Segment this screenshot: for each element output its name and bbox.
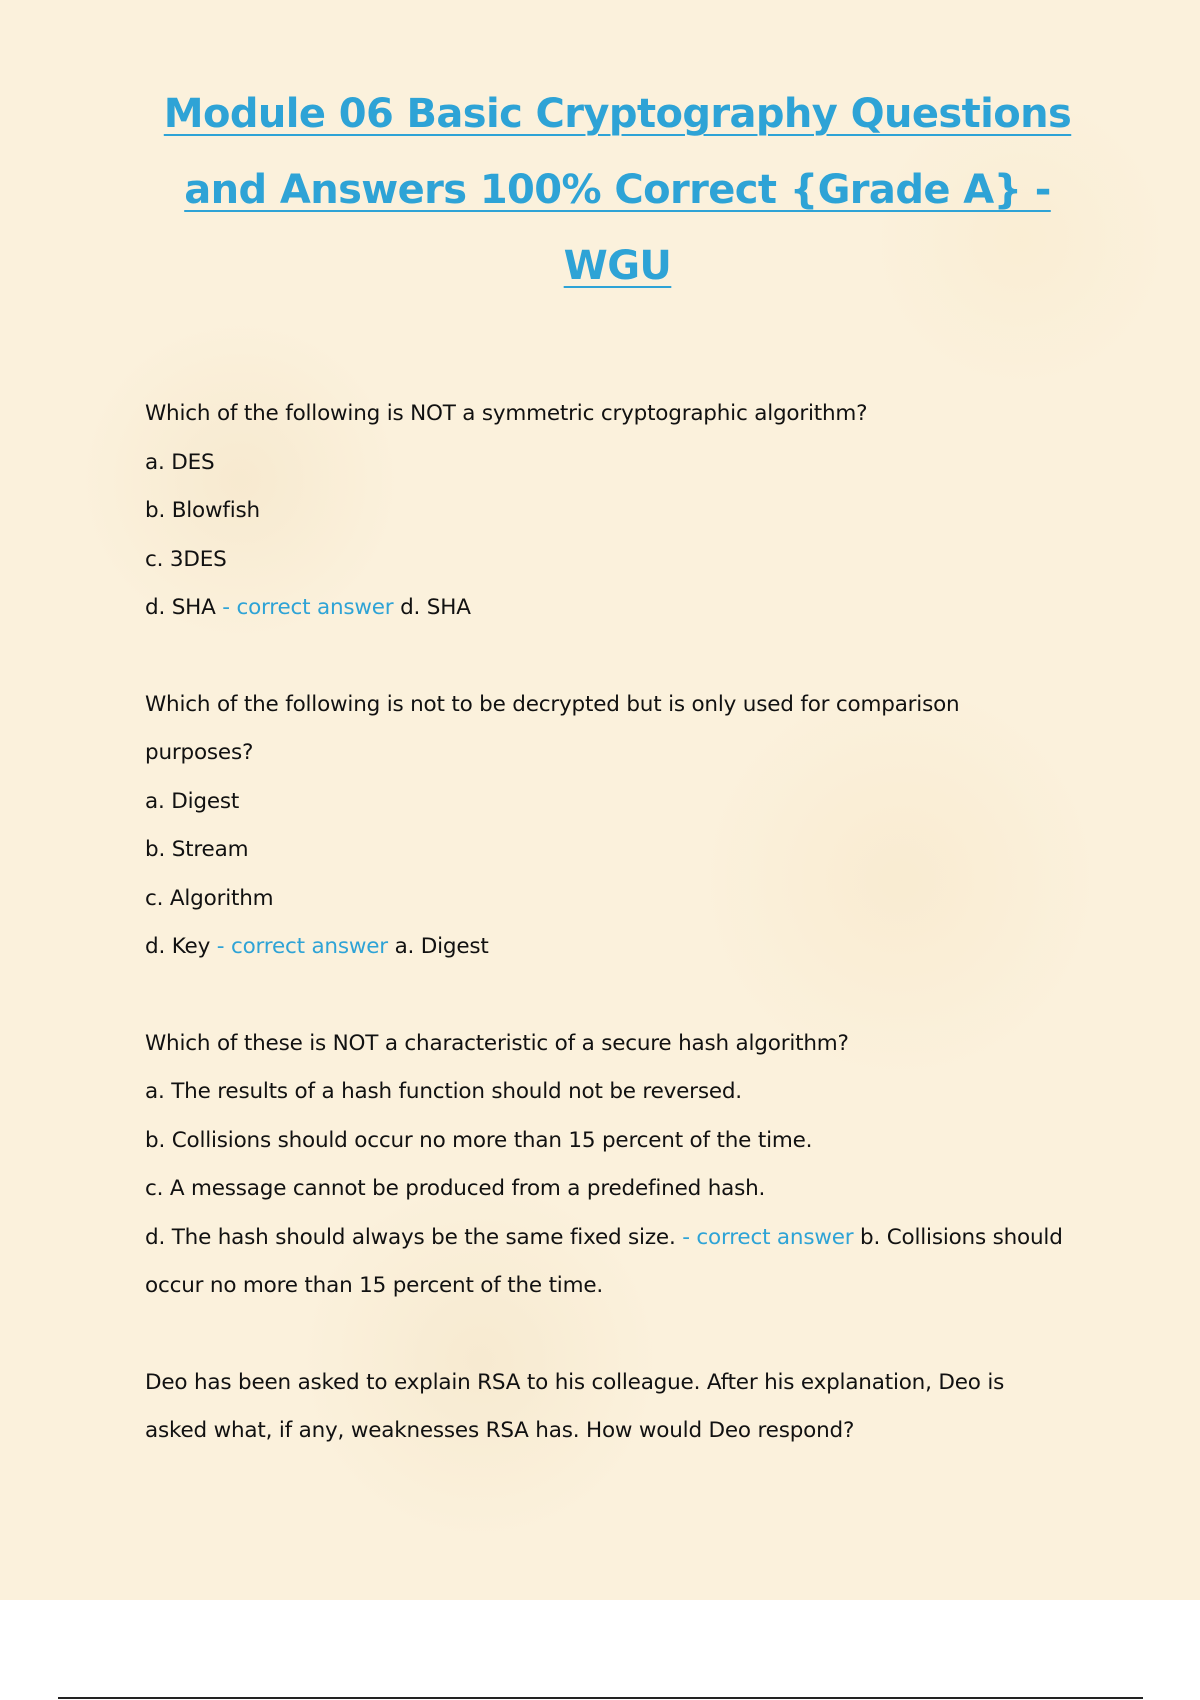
correct-answer: d. SHA <box>400 595 471 620</box>
option-d-with-answer <box>145 923 1105 972</box>
title-line-3: WGU <box>563 243 672 289</box>
option-b: b. Collisions should occur no more than 15 percent of the time. <box>145 1127 813 1153</box>
correct-answer-marker: - correct answer <box>216 934 388 959</box>
question-text-line-2: asked what, if any, weaknesses RSA has. How would Deo respond? <box>145 1418 855 1443</box>
footer-divider <box>58 1697 1143 1699</box>
option-b: b. Stream <box>145 837 249 862</box>
question-block-2 <box>145 681 1105 972</box>
correct-answer-part-1: b. Collisions should <box>860 1224 1063 1250</box>
option-d-with-answer <box>145 584 1105 633</box>
question-text-line-1: Which of the following is not to be decrypted but is only used for comparison <box>145 691 960 717</box>
option-d-with-answer <box>145 1214 1105 1263</box>
option-d: d. SHA <box>145 595 216 620</box>
question-text-line-2: purposes? <box>145 740 254 765</box>
question-text: Which of these is NOT a characteristic of a secure hash algorithm? <box>145 1030 849 1056</box>
correct-answer-marker: - correct answer <box>222 595 394 620</box>
title-line-1: Module 06 Basic Cryptography Questions <box>163 91 1072 137</box>
correct-answer-marker: - correct answer <box>682 1224 854 1250</box>
option-d: d. Key <box>145 934 211 959</box>
question-block-1 <box>145 390 1105 633</box>
question-block-4 <box>145 1359 1105 1456</box>
option-d: d. The hash should always be the same fixed size. <box>145 1224 676 1250</box>
title-line-2: and Answers 100% Correct {Grade A} - <box>184 167 1051 213</box>
question-text-line-1: Deo has been asked to explain RSA to his colleague. After his explanation, Deo is <box>145 1369 1005 1395</box>
document-title <box>100 76 1135 304</box>
option-a: a. Digest <box>145 788 240 814</box>
option-c: c. A message cannot be produced from a predefined hash. <box>145 1176 766 1201</box>
correct-answer-part-2: occur no more than 15 percent of the time. <box>145 1273 603 1298</box>
correct-answer: a. Digest <box>394 934 489 959</box>
option-b: b. Blowfish <box>145 498 260 523</box>
question-text: Which of the following is NOT a symmetric cryptographic algorithm? <box>145 401 868 426</box>
option-a: a. DES <box>145 449 215 475</box>
option-a: a. The results of a hash function should not be reversed. <box>145 1079 742 1104</box>
question-block-3 <box>145 1020 1105 1311</box>
option-c: c. Algorithm <box>145 885 274 911</box>
option-c: c. 3DES <box>145 546 227 572</box>
questions-list <box>145 390 1105 1504</box>
